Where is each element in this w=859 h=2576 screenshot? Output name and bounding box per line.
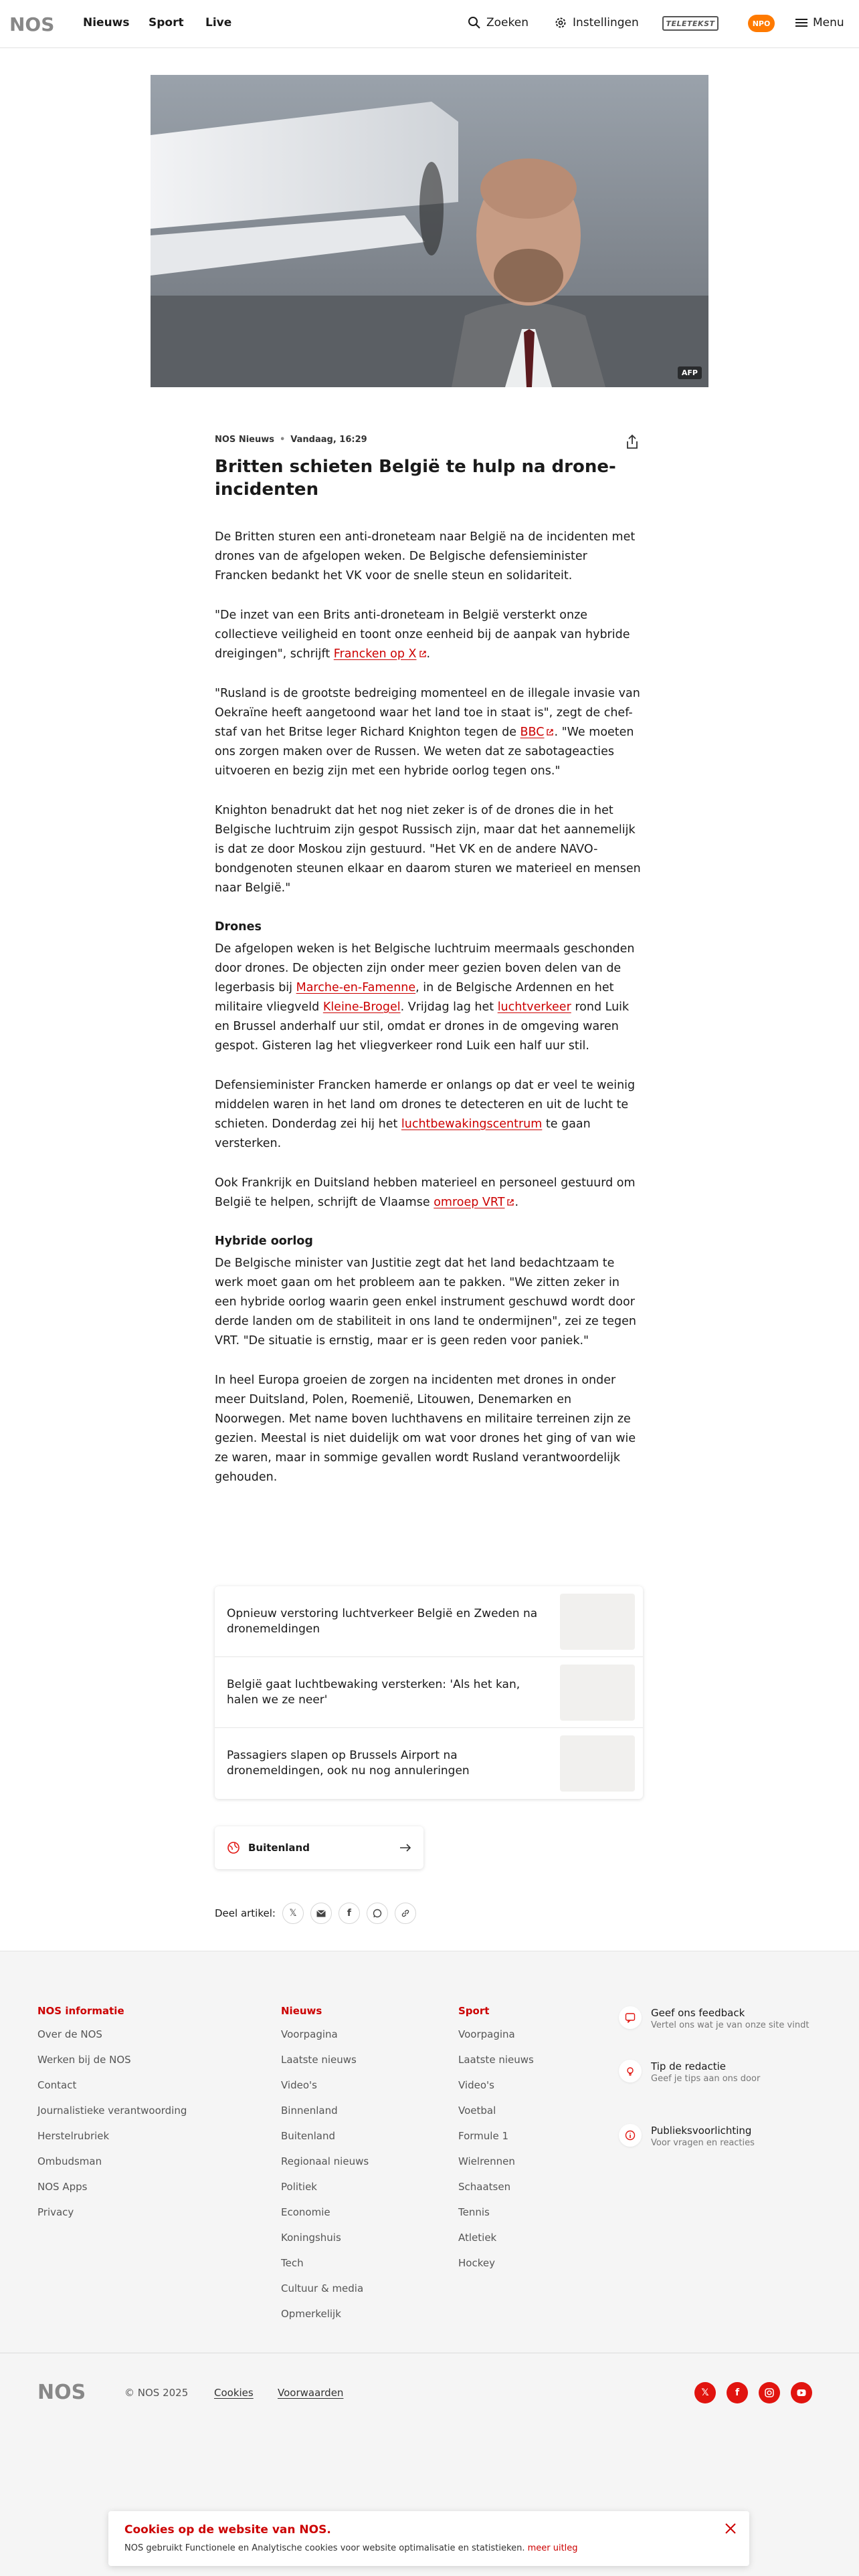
article-paragraph: [215, 1174, 643, 1212]
article-title: Britten schieten België te hulp na drone-incidenten: [215, 457, 616, 500]
info-icon: [619, 2124, 642, 2147]
link-kleine-brogel[interactable]: Kleine-Brogel: [322, 1000, 401, 1014]
facebook-icon: f: [735, 2387, 740, 2398]
related-article[interactable]: [215, 1657, 643, 1728]
meta-separator: •: [279, 435, 286, 445]
facebook-icon: f: [347, 1908, 351, 1919]
footer-link[interactable]: Binnenland: [281, 2105, 338, 2117]
footer-link[interactable]: Herstelrubriek: [37, 2130, 110, 2142]
nos-logo[interactable]: [9, 13, 56, 35]
whatsapp-share-button[interactable]: [367, 1903, 388, 1924]
text: .: [514, 1196, 519, 1209]
footer-link[interactable]: Hockey: [458, 2257, 495, 2269]
menu-button[interactable]: [795, 16, 844, 29]
footer-link[interactable]: Laatste nieuws: [281, 2054, 357, 2066]
footer-link[interactable]: Ombudsman: [37, 2155, 102, 2167]
category-tag-buitenland[interactable]: [215, 1826, 423, 1869]
x-icon: 𝕏: [701, 2387, 709, 2398]
text: "Rusland is de grootste bedreiging momenteel en de illegale invasie van Oekraïne heeft aangetoond waar het land toe in staat is", zegt de chef-staf van het Britse leger Richard Knighton tegen de: [215, 687, 640, 739]
share-row: [215, 1903, 416, 1924]
youtube-social-button[interactable]: [791, 2382, 812, 2403]
x-share-button[interactable]: [282, 1903, 304, 1924]
publieksvoorlichting-sub: Voor vragen en reacties: [651, 2138, 755, 2148]
external-link-icon: [546, 728, 554, 736]
nav-sport[interactable]: Sport: [149, 16, 184, 29]
x-icon: 𝕏: [289, 1908, 297, 1919]
mail-icon: [316, 1910, 326, 1917]
text: te gaan versterken.: [215, 1117, 591, 1150]
email-share-button[interactable]: [310, 1903, 332, 1924]
hero-photo: [151, 75, 708, 387]
feedback-title: Geef ons feedback: [651, 2007, 745, 2019]
footer-link[interactable]: Regionaal nieuws: [281, 2155, 369, 2167]
whatsapp-icon: [373, 1909, 382, 1918]
instagram-social-button[interactable]: [759, 2382, 780, 2403]
cookies-link[interactable]: Cookies: [214, 2387, 254, 2399]
cookie-banner: [108, 2511, 749, 2566]
article-meta: [215, 435, 643, 445]
search-icon: [468, 16, 481, 29]
related-thumbnail: [560, 1594, 635, 1650]
text: rond Luik en Brussel anderhalf uur stil, omdat er drones in de omgeving waren gespot. Gisteren lag het vliegverkeer rond Luik een half uur stil.: [215, 1000, 630, 1053]
related-articles: [215, 1586, 643, 1799]
cookie-text: [124, 2543, 578, 2553]
article-paragraph: [215, 940, 643, 1056]
nos-footer-logo[interactable]: [37, 2380, 94, 2403]
footer-heading: Sport: [458, 2005, 490, 2017]
publieksvoorlichting-title: Publieksvoorlichting: [651, 2125, 752, 2137]
instagram-icon: [765, 2388, 774, 2397]
lightbulb-icon: [619, 2060, 642, 2082]
site-footer: [0, 1951, 859, 2576]
related-thumbnail: [560, 1735, 635, 1792]
subheading-hybride-oorlog: Hybride oorlog: [215, 1235, 313, 1248]
cookie-title: Cookies op de website van NOS.: [124, 2523, 331, 2537]
footer-col-nieuws: [281, 2005, 369, 2333]
nav-live[interactable]: Live: [205, 16, 232, 29]
gear-icon: [554, 16, 567, 29]
footer-link[interactable]: NOS Apps: [37, 2181, 88, 2193]
tip-card[interactable]: [619, 2060, 833, 2085]
photo-credit: AFP: [678, 366, 702, 379]
article-paragraph: [215, 1076, 643, 1154]
text: . "We moeten ons zorgen maken over de Russen. We weten dat ze sabotageacties uitvoeren en bezig zijn met een hybride oorlog tegen ons.": [215, 726, 634, 778]
footer-link[interactable]: Contact: [37, 2079, 77, 2091]
footer-col-nos-informatie: [37, 2005, 187, 2231]
copy-link-button[interactable]: [395, 1903, 416, 1924]
text: Ook Frankrijk en Duitsland hebben materieel en personeel gestuurd om België te helpen, schrijft de Vlaamse: [215, 1176, 636, 1209]
nav-nieuws[interactable]: Nieuws: [83, 16, 130, 29]
link-luchtbewakingscentrum[interactable]: luchtbewakingscentrum: [401, 1117, 543, 1131]
external-link-icon: [419, 650, 427, 658]
article: [215, 435, 643, 1487]
article-source: NOS Nieuws: [215, 435, 274, 445]
tip-sub: Geef je tips aan ons door: [651, 2074, 761, 2084]
search-button[interactable]: [468, 16, 529, 29]
footer-col-sport: [458, 2005, 534, 2282]
article-time: Vandaag, 16:29: [290, 435, 367, 445]
copyright: © NOS 2025: [124, 2387, 189, 2399]
arrow-right-icon: [399, 1843, 411, 1852]
footer-link[interactable]: Voorpagina: [281, 2028, 338, 2040]
footer-link[interactable]: Privacy: [37, 2206, 74, 2218]
link-bbc[interactable]: BBC: [520, 726, 545, 739]
footer-link[interactable]: Voetbal: [458, 2105, 496, 2117]
link-icon: [401, 1909, 410, 1918]
related-title: Passagiers slapen op Brussels Airport na dronemeldingen, ook nu nog annuleringen: [227, 1749, 470, 1778]
footer-heading: NOS informatie: [37, 2005, 124, 2017]
footer-link[interactable]: Atletiek: [458, 2232, 497, 2244]
footer-link[interactable]: Werken bij de NOS: [37, 2054, 131, 2066]
related-article[interactable]: [215, 1586, 643, 1657]
footer-link[interactable]: Politiek: [281, 2181, 317, 2193]
text: .: [426, 647, 431, 661]
footer-link[interactable]: Tennis: [458, 2206, 490, 2218]
text: "De inzet van een Brits anti-droneteam in België versterkt onze collectieve veiligheid en toont onze eenheid bij de aanpak van hybride dreigingen", schrijft: [215, 609, 630, 661]
footer-link[interactable]: Video's: [458, 2079, 494, 2091]
youtube-icon: [797, 2389, 806, 2397]
facebook-share-button[interactable]: [339, 1903, 360, 1924]
site-header: [0, 0, 859, 48]
link-omroep-vrt[interactable]: omroep VRT: [434, 1196, 505, 1209]
footer-link[interactable]: Koningshuis: [281, 2232, 341, 2244]
footer-link[interactable]: Tech: [281, 2257, 304, 2269]
footer-link[interactable]: Journalistieke verantwoording: [37, 2105, 187, 2117]
cookie-more-link[interactable]: meer uitleg: [527, 2543, 578, 2553]
link-francken-x[interactable]: Francken op X: [333, 647, 417, 661]
footer-link[interactable]: Wielrennen: [458, 2155, 515, 2167]
hero-image: [151, 75, 708, 387]
link-marche-en-famenne[interactable]: Marche-en-Famenne: [296, 981, 416, 994]
search-label: Zoeken: [486, 16, 529, 29]
article-paragraph: De Belgische minister van Justitie zegt dat het land bedachtzaam te werk moet gaan om het probleem aan te pakken. "We zitten zeker in een hybride oorlog waarin geen enkel instrument geschuwd wordt door derde landen om de stabiliteit in ons land te ondermijnen", zei ze tegen VRT. "De situatie is ernstig, maar er is geen reden voor paniek.": [215, 1257, 636, 1348]
related-title: België gaat luchtbewaking versterken: 'Als het kan, halen we ze neer': [227, 1677, 520, 1707]
footer-heading: Nieuws: [281, 2005, 322, 2017]
teletekst-link[interactable]: TELETEKST: [662, 16, 719, 31]
footer-link[interactable]: Schaatsen: [458, 2181, 511, 2193]
footer-link[interactable]: Formule 1: [458, 2130, 508, 2142]
article-lead: De Britten sturen een anti-droneteam naar België na de incidenten met drones van de afgelopen weken. De Belgische defensieminister Francken bedankt het VK voor de snelle steun en solidariteit.: [215, 530, 636, 582]
article-paragraph: [215, 684, 643, 781]
svg-text:NOS: NOS: [9, 13, 55, 35]
cookie-body: NOS gebruikt Functionele en Analytische cookies voor website optimalisatie en statistieken.: [124, 2543, 525, 2553]
menu-label: Menu: [813, 16, 844, 29]
close-icon[interactable]: [723, 2520, 739, 2537]
text: De afgelopen weken is het Belgische luchtruim meermaals geschonden door drones. De objecten zijn onder meer gezien boven delen van de legerbasis bij: [215, 942, 635, 994]
footer-link[interactable]: Over de NOS: [37, 2028, 102, 2040]
feedback-icon: [619, 2006, 642, 2029]
feedback-card[interactable]: [619, 2006, 833, 2032]
voorwaarden-link[interactable]: Voorwaarden: [278, 2387, 344, 2399]
article-paragraph: In heel Europa groeien de zorgen na incidenten met drones in onder meer Duitsland, Polen, Roemenië, Litouwen, Denemarken en Noorwegen. Met name boven luchthavens en militaire terreinen zijn ze gezien. Meestal is niet duidelijk om wat voor drones het ging of van wie ze waren, maar in sommige gevallen wordt Rusland verantwoordelijk gehouden.: [215, 1374, 636, 1484]
text: Defensieminister Francken hamerde er onlangs op dat er veel te weinig middelen waren in het land om drones te detecteren en uit de lucht te schieten. Donderdag zei hij het: [215, 1079, 636, 1131]
footer-link[interactable]: Economie: [281, 2206, 330, 2218]
tip-title: Tip de redactie: [651, 2060, 726, 2072]
subheading-drones: Drones: [215, 920, 262, 934]
tag-label: Buitenland: [248, 1842, 310, 1854]
settings-label: Instellingen: [573, 16, 639, 29]
footer-link[interactable]: Laatste nieuws: [458, 2054, 534, 2066]
feedback-sub: Vertel ons wat je van onze site vindt: [651, 2020, 809, 2030]
footer-link[interactable]: Video's: [281, 2079, 317, 2091]
footer-link[interactable]: Buitenland: [281, 2130, 335, 2142]
link-luchtverkeer[interactable]: luchtverkeer: [497, 1000, 571, 1014]
globe-icon: [227, 1841, 240, 1854]
article-paragraph: [215, 606, 643, 664]
x-social-button[interactable]: [694, 2382, 716, 2403]
footer-link[interactable]: Cultuur & media: [281, 2282, 364, 2294]
text: . Vrijdag lag het: [400, 1000, 498, 1014]
settings-button[interactable]: [554, 16, 639, 29]
related-title: Opnieuw verstoring luchtverkeer België en Zweden na dronemeldingen: [227, 1606, 538, 1636]
related-thumbnail: [560, 1665, 635, 1721]
text: , in de Belgische Ardennen en het militaire vliegveld: [215, 981, 614, 1014]
article-paragraph: Knighton benadrukt dat het nog niet zeker is of de drones die in het Belgische luchtruim zijn gespot Russisch zijn, maar dat het aannemelijk is dat ze door Moskou zijn gestuurd. "Het VK en de andere NAVO-bondgenoten steunen elkaar en daarom sturen we materieel en mensen naar België.": [215, 804, 641, 895]
footer-link[interactable]: Opmerkelijk: [281, 2308, 341, 2320]
share-label: Deel artikel:: [215, 1907, 276, 1919]
hamburger-icon: [795, 17, 807, 28]
npo-logo[interactable]: NPO: [748, 15, 775, 32]
related-article[interactable]: [215, 1728, 643, 1799]
external-link-icon: [506, 1198, 514, 1206]
svg-text:NOS: NOS: [37, 2381, 86, 2403]
footer-link[interactable]: Voorpagina: [458, 2028, 515, 2040]
publieksvoorlichting-card[interactable]: [619, 2124, 833, 2149]
facebook-social-button[interactable]: [727, 2382, 748, 2403]
